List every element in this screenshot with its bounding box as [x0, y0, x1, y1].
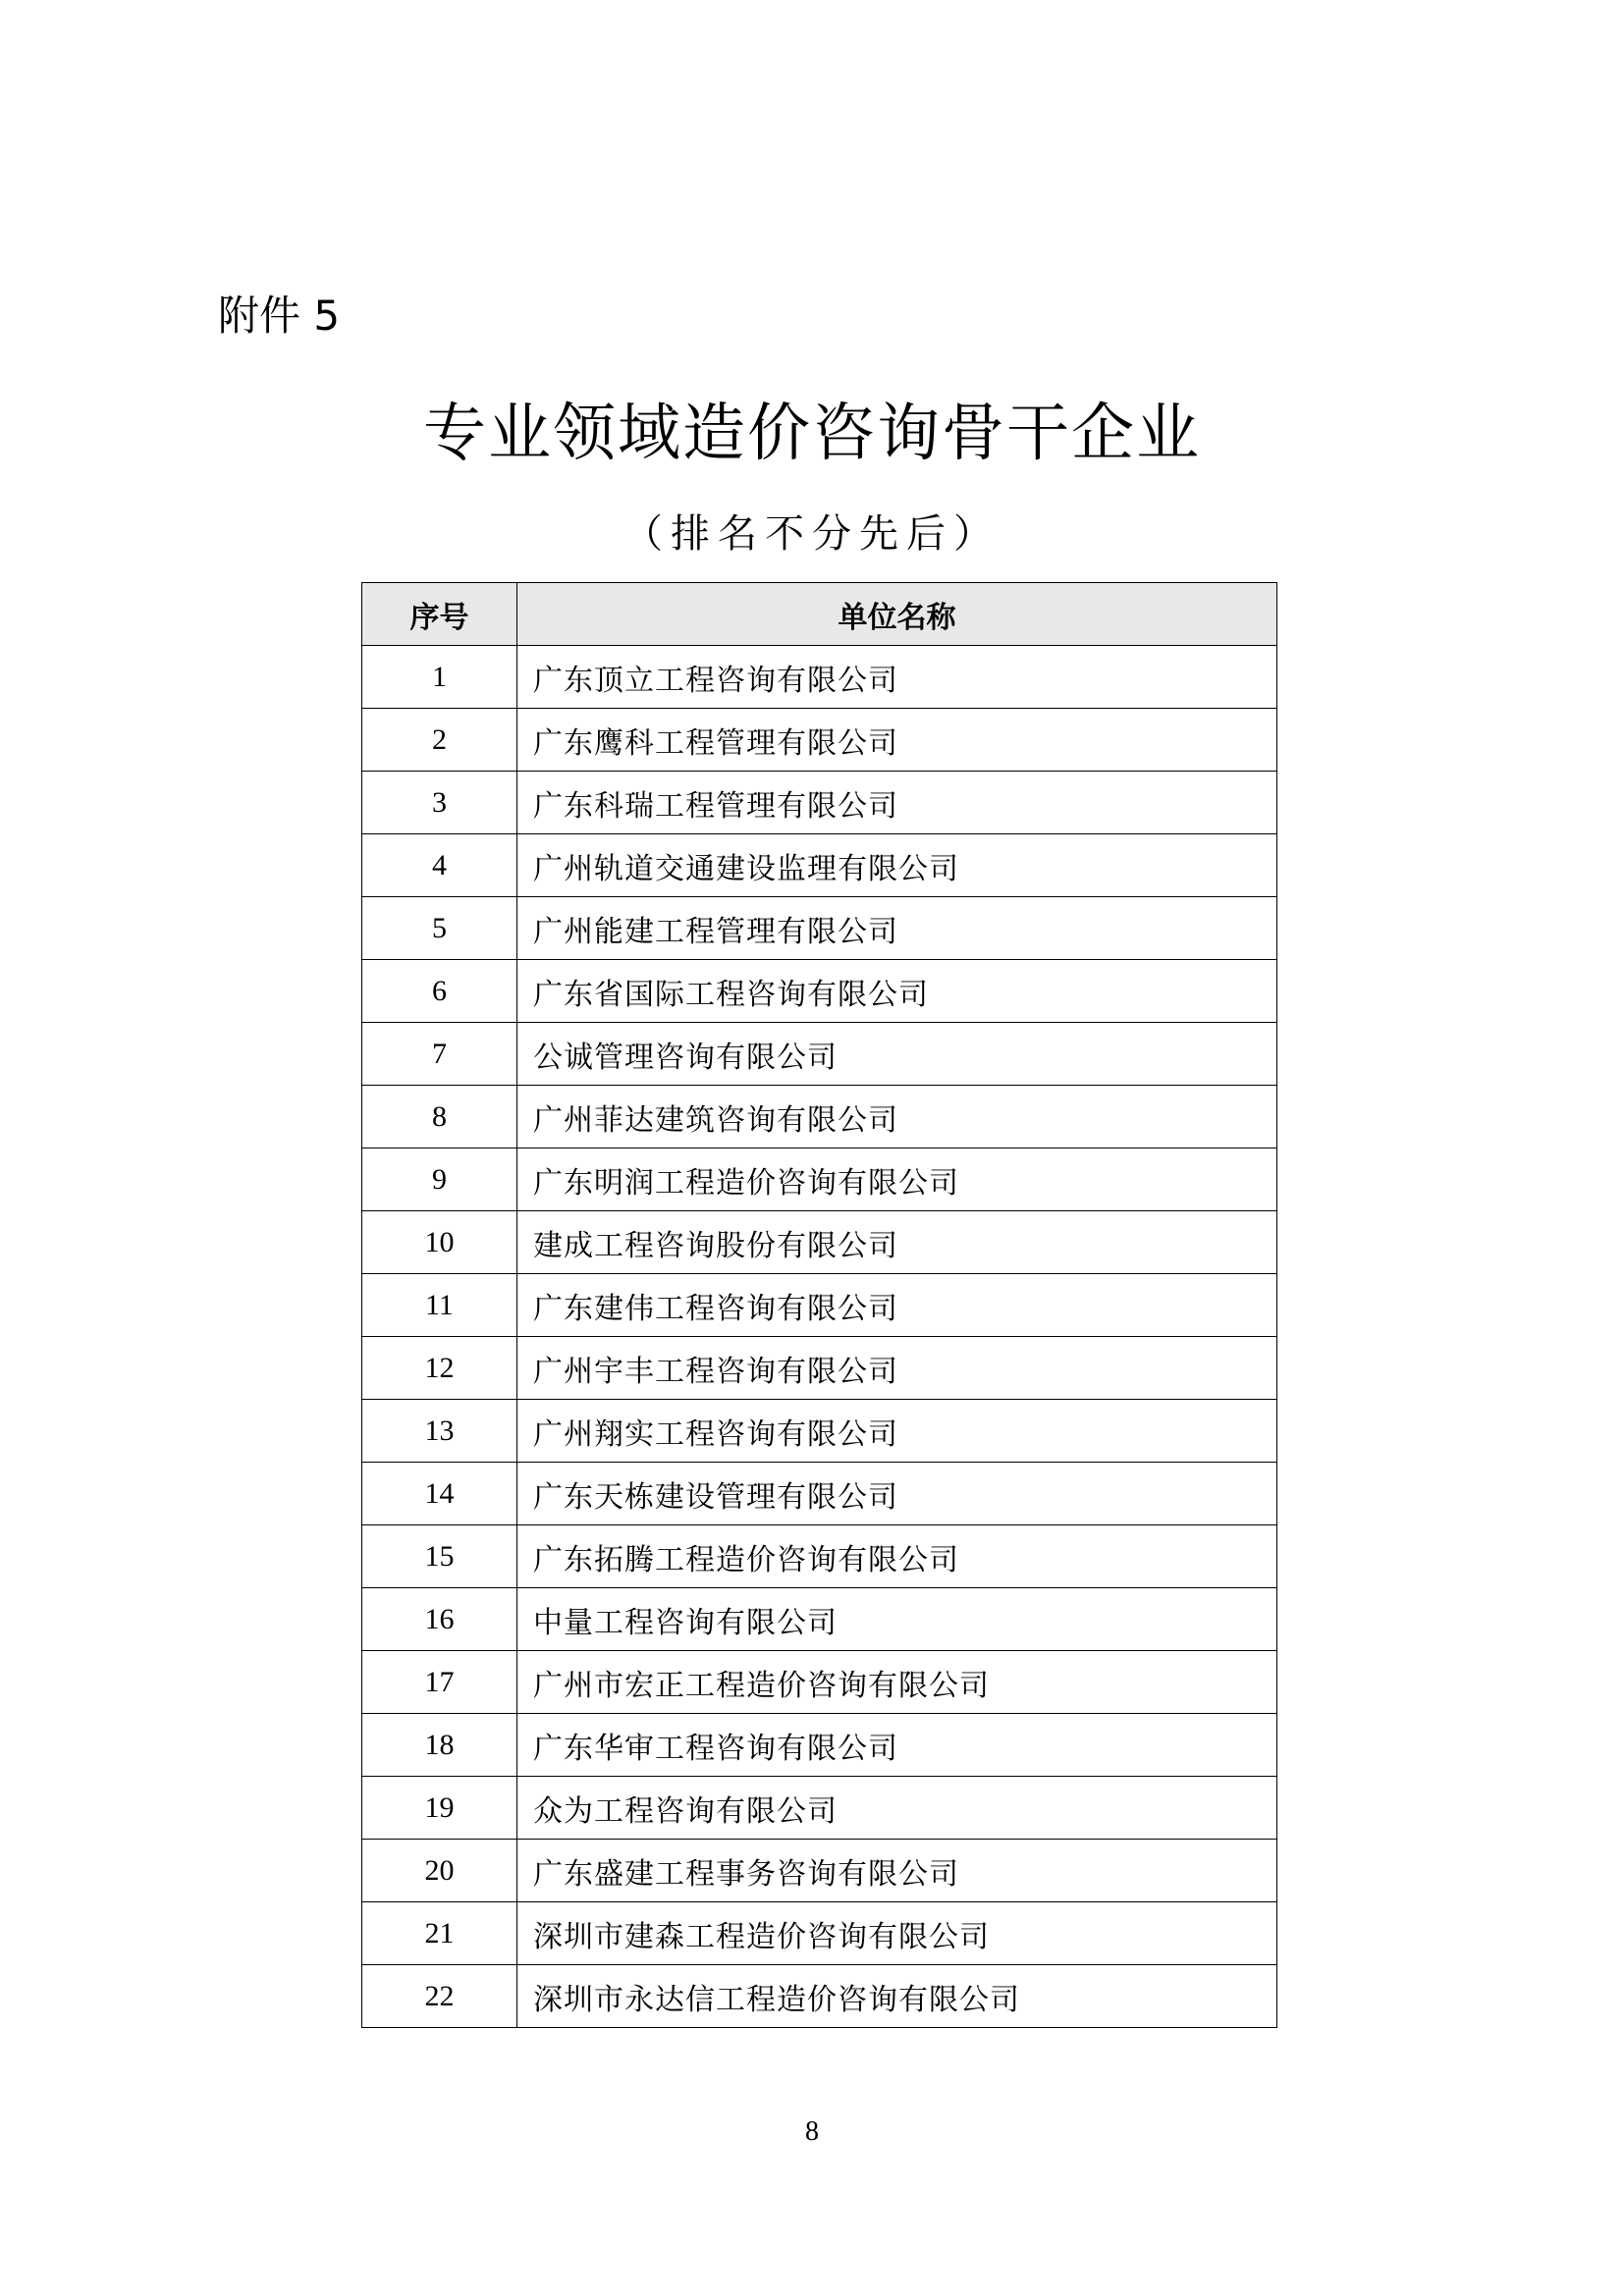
row-index: 3	[362, 772, 517, 834]
row-company-name: 广东省国际工程咨询有限公司	[517, 960, 1277, 1023]
page-number: 8	[805, 2116, 819, 2147]
table-row	[362, 1777, 1277, 1840]
row-index: 15	[362, 1525, 517, 1588]
table-row	[362, 1148, 1277, 1211]
company-table	[361, 582, 1277, 2028]
table-row	[362, 1714, 1277, 1777]
table-row	[362, 772, 1277, 834]
document-title: 专业领域造价咨询骨干企业	[423, 398, 1201, 470]
table-row	[362, 834, 1277, 897]
row-index: 1	[362, 646, 517, 709]
row-company-name: 广州轨道交通建设监理有限公司	[517, 834, 1277, 897]
table-row	[362, 1023, 1277, 1086]
row-index: 20	[362, 1840, 517, 1902]
table-row	[362, 646, 1277, 709]
row-company-name: 广东顶立工程咨询有限公司	[517, 646, 1277, 709]
row-index: 10	[362, 1211, 517, 1274]
header-company-name: 单位名称	[517, 583, 1277, 646]
row-index: 9	[362, 1148, 517, 1211]
row-index: 5	[362, 897, 517, 960]
table-row	[362, 1337, 1277, 1400]
row-company-name: 广州菲达建筑咨询有限公司	[517, 1086, 1277, 1148]
row-company-name: 公诚管理咨询有限公司	[517, 1023, 1277, 1086]
row-company-name: 广东科瑞工程管理有限公司	[517, 772, 1277, 834]
row-company-name: 中量工程咨询有限公司	[517, 1588, 1277, 1651]
row-company-name: 广东拓腾工程造价咨询有限公司	[517, 1525, 1277, 1588]
row-company-name: 广州宇丰工程咨询有限公司	[517, 1337, 1277, 1400]
row-company-name: 广州能建工程管理有限公司	[517, 897, 1277, 960]
table-header-row	[362, 583, 1277, 646]
row-index: 11	[362, 1274, 517, 1337]
table-row	[362, 1902, 1277, 1965]
table-row	[362, 960, 1277, 1023]
row-index: 6	[362, 960, 517, 1023]
row-index: 22	[362, 1965, 517, 2028]
row-index: 17	[362, 1651, 517, 1714]
table-row	[362, 1400, 1277, 1463]
row-index: 18	[362, 1714, 517, 1777]
row-company-name: 建成工程咨询股份有限公司	[517, 1211, 1277, 1274]
row-index: 19	[362, 1777, 517, 1840]
row-index: 14	[362, 1463, 517, 1525]
header-index: 序号	[362, 583, 517, 646]
row-company-name: 广东天栋建设管理有限公司	[517, 1463, 1277, 1525]
row-index: 13	[362, 1400, 517, 1463]
table-row	[362, 1588, 1277, 1651]
row-index: 8	[362, 1086, 517, 1148]
attachment-label: 附件 5	[218, 292, 341, 340]
row-company-name: 广东明润工程造价咨询有限公司	[517, 1148, 1277, 1211]
document-subtitle: （排名不分先后）	[623, 511, 1001, 557]
table-row	[362, 897, 1277, 960]
row-company-name: 广州市宏正工程造价咨询有限公司	[517, 1651, 1277, 1714]
row-index: 16	[362, 1588, 517, 1651]
row-index: 12	[362, 1337, 517, 1400]
table-row	[362, 1211, 1277, 1274]
row-company-name: 广东鹰科工程管理有限公司	[517, 709, 1277, 772]
row-company-name: 广东建伟工程咨询有限公司	[517, 1274, 1277, 1337]
table-row	[362, 1651, 1277, 1714]
row-index: 21	[362, 1902, 517, 1965]
row-company-name: 深圳市建森工程造价咨询有限公司	[517, 1902, 1277, 1965]
table-row	[362, 1463, 1277, 1525]
row-company-name: 广东华审工程咨询有限公司	[517, 1714, 1277, 1777]
table-body	[362, 646, 1277, 2028]
table-row	[362, 1840, 1277, 1902]
row-index: 7	[362, 1023, 517, 1086]
row-company-name: 深圳市永达信工程造价咨询有限公司	[517, 1965, 1277, 2028]
row-index: 4	[362, 834, 517, 897]
row-index: 2	[362, 709, 517, 772]
row-company-name: 众为工程咨询有限公司	[517, 1777, 1277, 1840]
table-row	[362, 1965, 1277, 2028]
table-row	[362, 709, 1277, 772]
table-row	[362, 1525, 1277, 1588]
table-row	[362, 1086, 1277, 1148]
table-row	[362, 1274, 1277, 1337]
row-company-name: 广州翔实工程咨询有限公司	[517, 1400, 1277, 1463]
row-company-name: 广东盛建工程事务咨询有限公司	[517, 1840, 1277, 1902]
